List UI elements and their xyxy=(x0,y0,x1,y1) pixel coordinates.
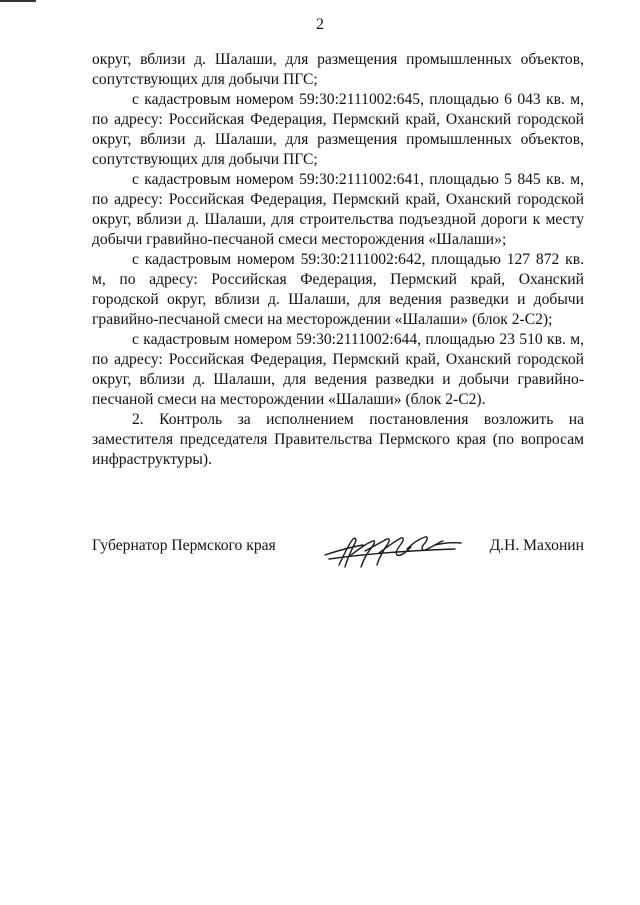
paragraph-parcel-644: с кадастровым номером 59:30:2111002:644, площадью 23 510 кв. м, по адресу: Российская Федерация, Пермский край, Оханский городской округ, вблизи д. Шалаши, для ведения разведки и добычи гравийно-песчаной смеси на месторождении «Шалаши» (блок 2-С2). xyxy=(92,331,584,408)
signatory-name: Д.Н. Махонин xyxy=(489,537,584,554)
page-number: 2 xyxy=(316,16,324,33)
handwritten-signature xyxy=(317,525,467,575)
paragraph-parcel-642: с кадастровым номером 59:30:2111002:642, площадью 127 872 кв. м, по адресу: Российская Федерация, Пермский край, Оханский городской округ, вблизи д. Шалаши, для ведения разведки и добычи гравийно-песчаной смеси на месторождении «Шалаши» (блок 2-С2); xyxy=(92,251,584,328)
page-corner-mark xyxy=(0,0,36,6)
paragraph-parcel-645: с кадастровым номером 59:30:2111002:645, площадью 6 043 кв. м, по адресу: Российская Федерация, Пермский край, Оханский городской округ, вблизи д. Шалаши, для размещения промышленных объектов, сопутствующих для добычи ПГС; xyxy=(92,91,584,168)
document-body xyxy=(92,50,584,470)
paragraph-continuation: округ, вблизи д. Шалаши, для размещения промышленных объектов, сопутствующих для добычи ПГС; xyxy=(92,51,584,88)
paragraph-parcel-641: с кадастровым номером 59:30:2111002:641, площадью 5 845 кв. м, по адресу: Российская Федерация, Пермский край, Оханский городской округ, вблизи д. Шалаши, для строительства подъездной дороги к месту добычи гравийно-песчаной смеси месторождения «Шалаши»; xyxy=(92,171,584,248)
paragraph-control-clause: 2. Контроль за исполнением постановления возложить на заместителя председателя Правительства Пермского края (по вопросам инфраструктуры). xyxy=(92,411,584,468)
signatory-position: Губернатор Пермского края xyxy=(92,537,276,554)
signature-block xyxy=(92,525,584,575)
